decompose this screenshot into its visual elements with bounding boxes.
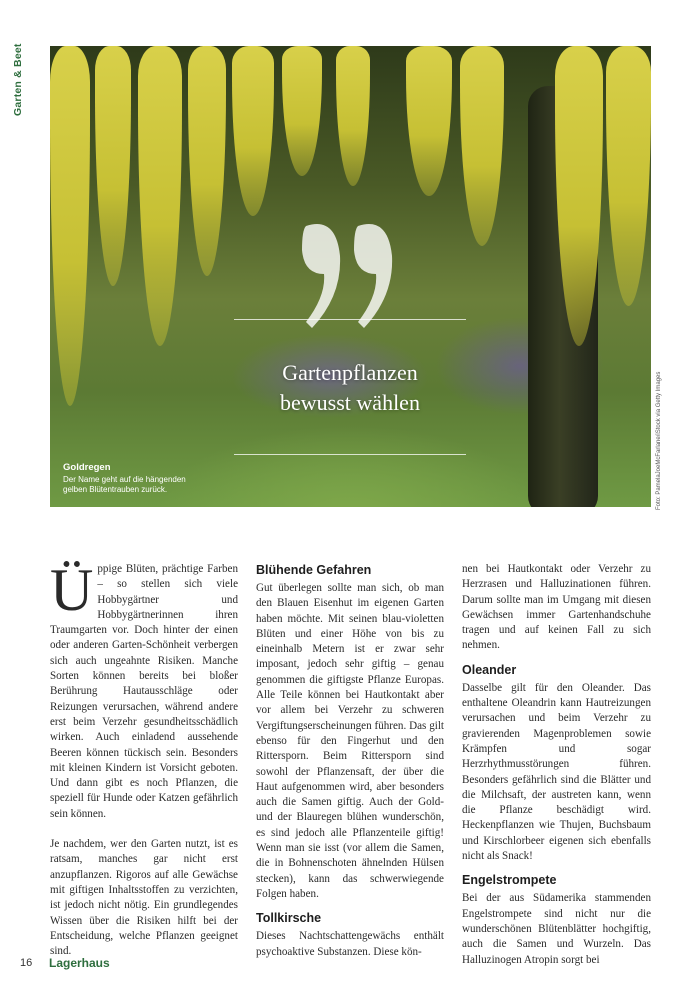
flower-cluster (460, 46, 504, 246)
heading-oleander: Oleander (462, 662, 517, 677)
flower-cluster (336, 46, 370, 186)
hero-image (50, 46, 651, 507)
flower-cluster (406, 46, 452, 196)
brand-logo: Lagerhaus (49, 956, 110, 970)
title-rule-top (234, 319, 466, 320)
drop-cap: Ü (50, 557, 94, 623)
flower-cluster (188, 46, 226, 276)
heading-tollkirsche: Tollkirsche (256, 911, 322, 926)
paragraph-oleander: Dasselbe gilt für den Oleander. Das enthaltene Oleandrin kann Hautreizungen verursachen und beim Verzehr zu gravierenden Magenproblemen sowie Krämpfen und sogar Herzrhythmusstörungen führen. Besonders gefährlich sind die Blätter und die Milchsaft, der austreten kann, wenn die Pflanze beschädigt wird. Heckenpflanzen wie Thujen, Buchsbaum und Kirschlorbeer eigenen sich ebenfalls nicht als Snack! (462, 681, 651, 863)
heading-bluehende-gefahren: Blühende Gefahren (256, 563, 372, 577)
paragraph-bluehende-gefahren: Gut überlegen sollte man sich, ob man den Blauen Eisenhut im eigenen Garten haben möchte. Mit seinen blau-violetten Blüten und einer Höhe von bis zu eineinhalb Metern ist er zwar sehr imposant, jedoch sehr giftig – genau genommen die giftigste Pflanze Europas. Alle Teile können bei Hautkontakt aber vor allem bei Verzehr zu schweren Vergiftungserscheinungen führen. Das gilt ebenso für den Fingerhut und den Rittersporn. Beim Rittersporn sind sowohl der Pflanzensaft, der über die Haut aufgenommen wird, aber besonders auch die Samen giftig. Auch der Gold- und der Blauregen blühen wunderschön, es sind jedoch alle Pflanzenteile giftig! Wenn man sie isst (vor allem die Samen, die in Bohnenschoten ähnelnden Hülsen stecken), kann das schwerwiegende Folgen haben. (256, 582, 444, 900)
article-column-2 (256, 562, 444, 960)
image-caption (63, 462, 263, 495)
caption-line2: gelben Blütentrauben zurück. (63, 485, 168, 494)
flower-cluster (232, 46, 274, 216)
flower-cluster (606, 46, 651, 306)
paragraph-engelstrompete: Bei der aus Südamerika stammenden Engelstrompete sind nicht nur die wunderschönen Blütenblätter hochgiftig, auch die Samen und Wurzeln. Das Halluzinogen Atropin sorgt bei (462, 892, 651, 966)
flower-cluster (282, 46, 322, 176)
photo-credit (656, 371, 670, 520)
caption-title: Goldregen (63, 462, 111, 473)
flower-cluster (95, 46, 131, 286)
intro-paragraph: ppige Blüten, prächtige Farben – so stellen sich viele Hobbygärtner und Hobbygärtnerinnen ihren Traumgarten vor. Doch hinter der einen oder anderen Garten-Schönheit verbergen sich auch ungeahnte Risiken. Manche Sorten können bereits bei bloßer Berührung Hautausschläge oder Reizungen verursachen, während andere erst beim Verzehr gesundheitsschädlich wirken. Auch einladend aussehende Beeren können tückisch sein. Besonders mit kleinen Kindern ist Vorsicht geboten. Und dann gibt es noch Pflanzen, die speziell für Hunde oder Katzen gefährlich sein können. (50, 563, 238, 820)
intro-paragraph-2: Je nachdem, wer den Garten nutzt, ist es ratsam, manches gar nicht erst anzupflanzen. Rigoros auf alle Gewächse mit giftigen Inhaltsstoffen zu verzichten, ist jedoch nicht nötig. Ein grundlegendes Wissen über die Risiken hilft bei der Entscheidung, welche Pflanzen geeignet sind. (50, 838, 238, 958)
paragraph-tollkirsche: Dieses Nachtschattengewächs enthält psychoaktive Substanzen. Diese kön- (256, 930, 444, 958)
title-rule-bottom (234, 454, 466, 455)
hero-title (200, 358, 500, 418)
hero-title-line1: Gartenpflanzen (282, 360, 418, 385)
section-label-text: Garten & Beet (12, 43, 24, 116)
heading-engelstrompete: Engelstrompete (462, 873, 557, 888)
quote-mark-icon (296, 216, 406, 336)
photo-credit-text: Foto: PamelaJoeMcFarlane/iStock via Getty Images (656, 371, 662, 510)
article-column-3 (462, 562, 651, 968)
paragraph-tollkirsche-continued: nen bei Hautkontakt oder Verzehr zu Herzrasen und Halluzinationen führen. Darum sollte man im Umgang mit diesen Gewächsen immer Gartenhandschuhe tragen und auf keinen Fall zu sich nehmen. (462, 563, 651, 652)
article-column-1 (50, 557, 238, 959)
section-label (10, 43, 30, 126)
flower-cluster (50, 46, 90, 406)
hero-title-line2: bewusst wählen (280, 390, 420, 415)
caption-line1: Der Name geht auf die hängenden (63, 475, 186, 484)
page-number: 16 (20, 957, 33, 969)
flower-cluster (138, 46, 182, 346)
